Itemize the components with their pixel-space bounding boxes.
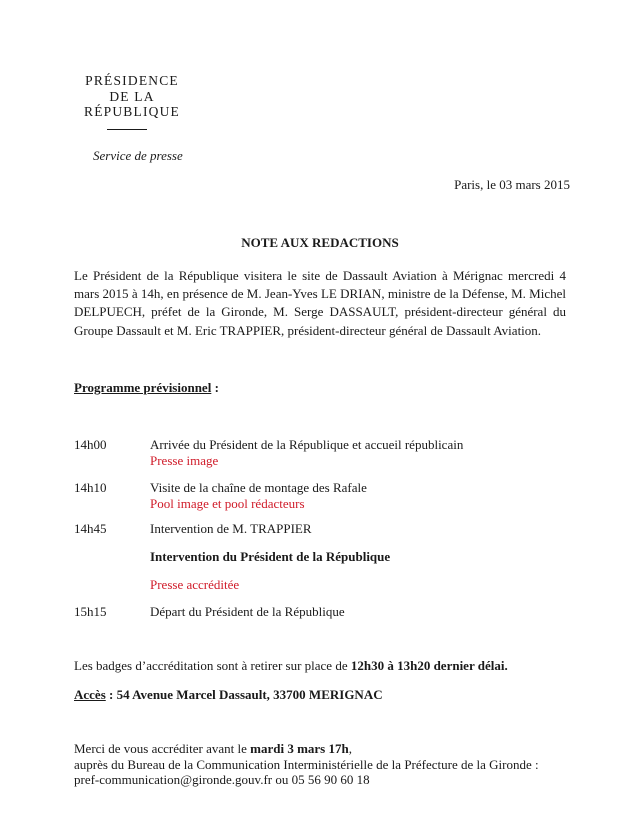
issuer-header bbox=[74, 73, 190, 120]
schedule-desc: Départ du Président de la République bbox=[150, 604, 345, 619]
programme-heading-text: Programme prévisionnel bbox=[74, 380, 212, 395]
schedule-time: 15h15 bbox=[74, 604, 107, 619]
access-address: : 54 Avenue Marcel Dassault, 33700 MERIGNAC bbox=[105, 687, 383, 702]
schedule-desc: Arrivée du Président de la République et accueil républicain bbox=[150, 437, 464, 452]
issuer-line-3: RÉPUBLIQUE bbox=[84, 104, 180, 119]
badges-deadline: 12h30 à 13h20 dernier délai. bbox=[350, 658, 508, 673]
schedule-time: 14h10 bbox=[74, 480, 107, 495]
schedule-desc: Visite de la chaîne de montage des Rafale bbox=[150, 480, 367, 495]
schedule-time: 14h00 bbox=[74, 437, 107, 452]
accreditation-note bbox=[74, 741, 539, 788]
schedule-press: Pool image et pool rédacteurs bbox=[150, 496, 305, 511]
accreditation-text: Merci de vous accréditer avant le bbox=[74, 741, 251, 756]
header-divider bbox=[107, 129, 147, 130]
programme-heading-suffix: : bbox=[211, 380, 219, 395]
schedule-desc-bold: Intervention du Président de la République bbox=[150, 549, 391, 564]
badges-note bbox=[74, 658, 508, 674]
schedule-desc: Intervention de M. TRAPPIER bbox=[150, 521, 312, 536]
access-info bbox=[74, 687, 383, 703]
badges-text: Les badges d’accréditation sont à retirer sur place de bbox=[74, 658, 351, 673]
issuer-line-2: DE LA bbox=[109, 88, 155, 104]
document-date: Paris, le 03 mars 2015 bbox=[454, 177, 570, 192]
schedule-time: 14h45 bbox=[74, 521, 107, 536]
access-label: Accès bbox=[74, 687, 106, 702]
schedule-press: Presse image bbox=[150, 453, 219, 468]
document-title: NOTE AUX REDACTIONS bbox=[241, 235, 399, 250]
accreditation-end: , bbox=[348, 741, 352, 756]
accreditation-deadline: mardi 3 mars 17h bbox=[250, 741, 349, 756]
schedule-press: Presse accréditée bbox=[150, 577, 240, 592]
accreditation-contact: pref-communication@gironde.gouv.fr ou 05 56 90 60 18 bbox=[74, 772, 370, 787]
programme-heading bbox=[74, 380, 219, 396]
accreditation-line-2: auprès du Bureau de la Communication Interministérielle de la Préfecture de la Gironde : bbox=[74, 756, 539, 772]
service-label: Service de presse bbox=[93, 148, 183, 163]
issuer-line-1: PRÉSIDENCE bbox=[85, 73, 179, 88]
accreditation-line-1 bbox=[74, 741, 539, 757]
intro-paragraph: Le Président de la République visitera le site de Dassault Aviation à Mérignac mercredi 4 mars 2015 à 14h, en présence de M. Jean-Yves LE DRIAN, ministre de la Défense, M. Michel DELPUECH, préfet de la Gironde, M. Serge DASSAULT, président-directeur général du Groupe Dassault et M. Eric TRAPPIER, président-directeur général de Dassault Aviation. bbox=[74, 268, 566, 338]
